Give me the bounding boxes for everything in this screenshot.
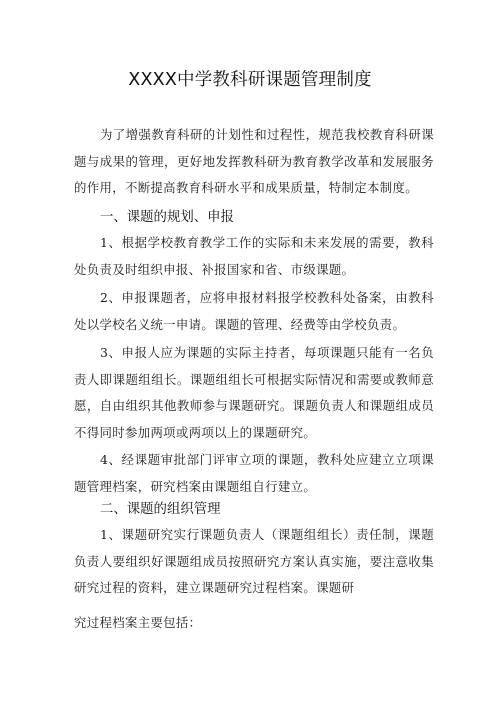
section-1-heading: 一、课题的规划、申报 [100, 210, 234, 225]
section-2-item-1: 1、课题研究实行课题负责人（课题组组长）责任制，课题负责人要组织好课题组成员按照研究方案认真实施，要注意收集研究过程的资料，建立课题研究过程档案。课题研 [74, 527, 434, 595]
section-1-item-3: 3、申报人应为课题的实际主持者，每项课题只能有一名负责人即课题组组长。课题组组长可根据实际情况和需要或教师意愿，自由组织其他教师参与课题研究。课题负责人和课题组成员不得同时参加两项或两项以上的课题研究。 [74, 345, 434, 440]
section-1-item-1: 1、根据学校教育教学工作的实际和未来发展的需要，教科处负责及时组织申报、补报国家和省、市级课题。 [74, 235, 434, 277]
continuation-line: 究过程档案主要包括： [74, 615, 202, 630]
intro-paragraph: 为了增强教育科研的计划性和过程性，规范我校教育科研课题与成果的管理，更好地发挥教科研为教育教学改革和发展服务的作用，不断提高教育科研水平和成果质量，特制定本制度。 [74, 127, 434, 195]
section-1-item-2: 2、申报课题者，应将申报材料报学校教科处备案，由教科处以学校名义统一申请。课题的管理、经费等由学校负责。 [74, 290, 434, 332]
section-1-item-4: 4、经课题审批部门评审立项的课题，教科处应建立立项课题管理档案，研究档案由课题组自行建立。 [74, 452, 434, 494]
section-2-heading: 二、课题的组织管理 [100, 502, 221, 517]
document-title: XXXX中学教科研课题管理制度 [128, 70, 372, 90]
